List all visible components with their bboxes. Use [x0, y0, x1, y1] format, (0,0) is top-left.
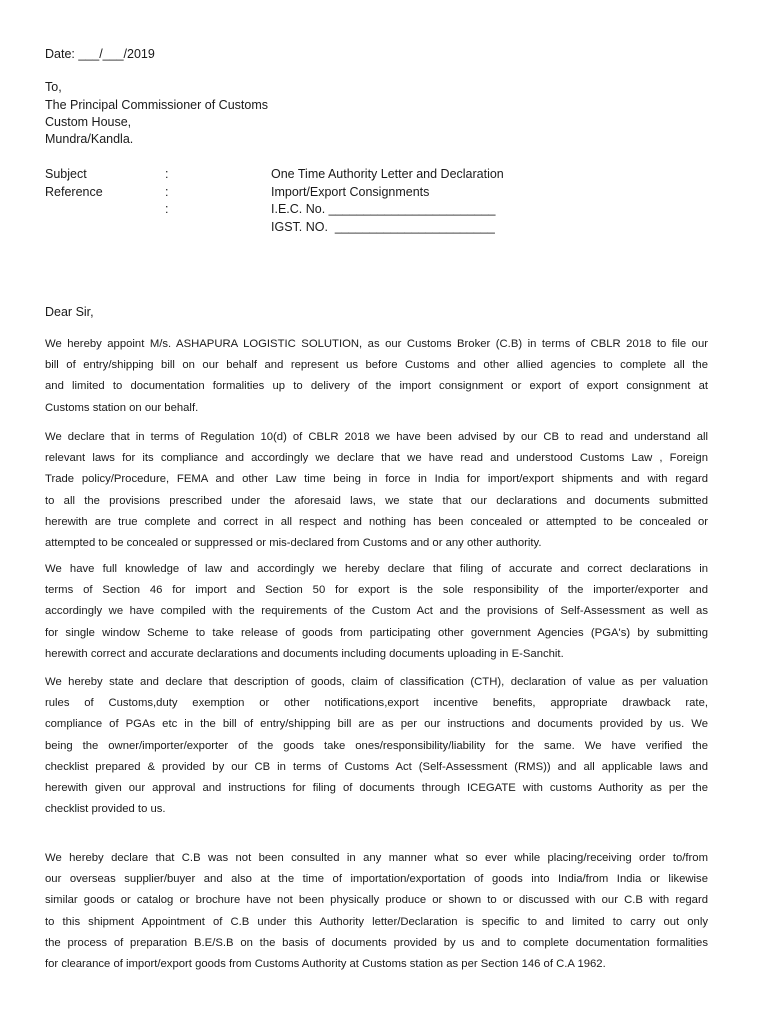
- paragraph-line: We hereby state and declare that description of goods, claim of classification (CTH), declaration of value as per valuation: [45, 676, 708, 688]
- colon: :: [165, 185, 169, 199]
- paragraph-line: Customs station on our behalf.: [45, 401, 199, 414]
- paragraph-line: Trade policy/Procedure, FEMA and other Law time being in force in India for import/export shipments and with regard: [45, 473, 708, 486]
- colon: :: [165, 167, 169, 181]
- paragraph-line: similar goods or catalog or brochure have not been physically produce or shown to or discussed with our C.B with regard: [45, 894, 708, 907]
- paragraph-line: to all the provisions prescribed under the aforesaid laws, we state that our declarations and documents submitted: [45, 494, 708, 507]
- subject-label: Subject: [45, 167, 87, 181]
- paragraph-line: and limited to documentation formalities up to delivery of the import consignment or export of export consignment at: [45, 380, 708, 393]
- paragraph-line: compliance of PGAs etc in the bill of entry/shipping bill are as per our instructions and documents provided by us. We: [45, 718, 708, 731]
- paragraph-line: the process of preparation B.E/S.B on the basis of documents provided by us and to complete documentation formalities: [45, 936, 708, 949]
- paragraph-line: checklist prepared & provided by our CB in terms of Customs Act (Self-Assessment (RMS)) and all applicable laws and: [45, 760, 708, 773]
- address-recipient: The Principal Commissioner of Customs: [45, 98, 268, 112]
- paragraph-line: terms of Section 46 for import and Section 50 for export is the sole responsibility of the importer/exporter and: [45, 584, 708, 597]
- reference-label: Reference: [45, 185, 103, 199]
- colon: :: [165, 202, 169, 216]
- reference-row: [45, 184, 545, 202]
- address-building: Custom House,: [45, 115, 132, 129]
- address-to: To,: [45, 80, 62, 94]
- salutation: Dear Sir,: [45, 305, 94, 319]
- subject-row: [45, 166, 545, 184]
- paragraph-regulation: [45, 427, 708, 554]
- reference-value: Import/Export Consignments: [271, 185, 430, 199]
- paragraph-line: relevant laws for its compliance and accordingly we declare that we have read and understood Customs Law , Foreign: [45, 452, 708, 465]
- paragraph-line: We hereby appoint M/s. ASHAPURA LOGISTIC SOLUTION, as our Customs Broker (C.B) in terms of CBLR 2018 to file our: [45, 338, 708, 350]
- paragraph-line: herewith correct and accurate declarations and documents including documents uploading in E-Sanchit.: [45, 647, 564, 660]
- paragraph-line: We declare that in terms of Regulation 10(d) of CBLR 2018 we have been advised by our CB to read and understand all: [45, 431, 708, 443]
- paragraph-line: bill of entry/shipping bill on our behalf and represent us before Customs and other allied agencies to complete all the: [45, 359, 708, 372]
- paragraph-line: herewith given our approval and instructions for filing of documents through ICEGATE with customs Authority as per the: [45, 781, 708, 794]
- igst-field: IGST. NO. _______________________: [271, 220, 495, 234]
- paragraph-knowledge: [45, 559, 708, 665]
- date-line: Date: ___/___/2019: [45, 47, 155, 61]
- paragraph-line: attempted to be concealed or suppressed or mis-declared from Customs and or any other authority.: [45, 536, 542, 549]
- paragraph-line: for single window Scheme to take release of goods from participating other government Agencies (PGA's) by submitting: [45, 626, 708, 639]
- paragraph-description: [45, 672, 708, 820]
- paragraph-line: We have full knowledge of law and accordingly we hereby declare that filing of accurate and correct declarations in: [45, 563, 708, 575]
- paragraph-line: our overseas supplier/buyer and also at the time of importation/exportation of goods into India/from India or likewise: [45, 873, 708, 886]
- paragraph-consultation: [45, 848, 708, 975]
- paragraph-line: accordingly we have compiled with the requirements of the Custom Act and the provisions of Self-Assessment as well as: [45, 605, 708, 618]
- paragraph-line: being the owner/importer/exporter of the goods take ones/responsibility/liability for the same. We have verified the: [45, 739, 708, 752]
- paragraph-line: rules of Customs,duty exemption or other notifications,export incentive benefits, appropriate drawback rate,: [45, 697, 708, 710]
- paragraph-line: We hereby declare that C.B was not been consulted in any manner what so ever while placing/receiving order to/from: [45, 852, 708, 864]
- address-city: Mundra/Kandla.: [45, 132, 134, 146]
- paragraph-line: to this shipment Appointment of C.B under this Authority letter/Declaration is specific to and limited to carry out only: [45, 915, 708, 928]
- paragraph-line: for clearance of import/export goods from Customs Authority at Customs station as per Section 146 of C.A 1962.: [45, 957, 606, 970]
- paragraph-line: herewith are true complete and correct in all respect and nothing has been concealed or attempted to be concealed or: [45, 515, 708, 528]
- paragraph-line: checklist provided to us.: [45, 803, 166, 816]
- paragraph-appointment: [45, 334, 708, 419]
- subject-value: One Time Authority Letter and Declaration: [271, 167, 504, 181]
- iec-field: I.E.C. No. ________________________: [271, 202, 496, 216]
